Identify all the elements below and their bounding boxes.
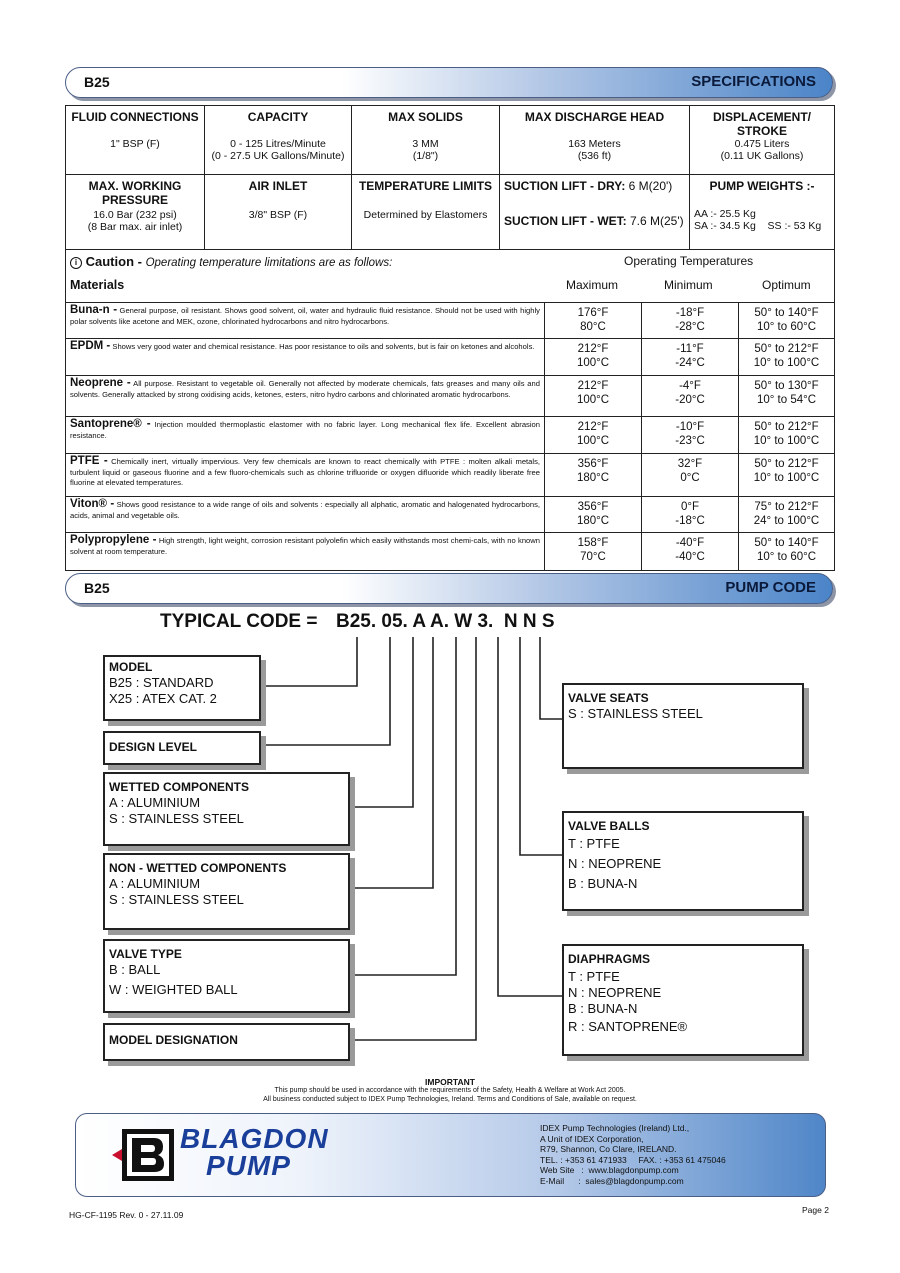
temp-value: -18°C <box>675 515 705 527</box>
temp-value: 75° to 212°F <box>754 501 819 513</box>
temp-value: 24° to 100°C <box>753 515 820 527</box>
temp-value: -23°C <box>675 435 705 447</box>
material-desc: High strength, light weight, corrosion resistant polyolefin which easily withstands most chemi-cals, with no known solvent at room temperature. <box>70 536 540 556</box>
temp-value: 0°C <box>680 472 700 484</box>
temp-value: 50° to 140°F <box>754 307 819 319</box>
temp-value: 212°F <box>577 343 609 355</box>
temp-value: 32°F <box>677 458 703 470</box>
blagdon-logo <box>108 1127 178 1183</box>
material-name: Buna-n - <box>70 304 118 316</box>
temp-value: -4°F <box>679 380 701 392</box>
temp-value: -40°F <box>675 537 705 549</box>
material-name: Santoprene® - <box>70 418 151 430</box>
temp-value: 100°C <box>576 357 610 369</box>
model-label: B25 <box>84 74 110 90</box>
temp-value: 10° to 60°C <box>756 551 817 563</box>
material-desc: General purpose, oil resistant. Shows good solvent, oil, water and hydraulic fluid resistance. Should not be used with highly polar solvents like acetone and MEK, ozone, chlorinated hydrocarbons and nitro hydrocarbons. <box>70 306 540 326</box>
material-name: EPDM - <box>70 340 111 352</box>
temp-value: 176°F <box>577 307 609 319</box>
logo-word-pump: PUMP <box>206 1150 291 1181</box>
temp-value: 158°F <box>577 537 609 549</box>
typical-code-label: TYPICAL CODE = <box>160 611 318 632</box>
important-title: IMPORTANT <box>425 1077 475 1087</box>
material-desc: Injection moulded thermoplastic elastomer with no fabric layer. Long mechanical flex life. Excellent abrasion resistance. <box>70 420 540 440</box>
temp-value: -20°C <box>675 394 705 406</box>
non-wetted-components-box: NON - WETTED COMPONENTS A : ALUMINIUM S : STAINLESS STEEL <box>103 853 350 930</box>
design-level-box: DESIGN LEVEL <box>103 731 261 765</box>
temp-value: 50° to 212°F <box>754 343 819 355</box>
caution-row: i Caution - Operating temperature limitations are as follows: Operating Temperatures Materials Maximum Minimum Optimum <box>66 250 835 303</box>
temp-value: 10° to 60°C <box>756 321 817 333</box>
temp-value: 10° to 100°C <box>753 357 820 369</box>
spec-pump-weights: PUMP WEIGHTS :- AA :- 25.5 Kg SA :- 34.5 Kg SS :- 53 Kg <box>690 175 835 250</box>
spec-max-discharge-head: MAX DISCHARGE HEAD 163 Meters (536 ft) <box>500 106 690 175</box>
temp-value: 10° to 54°C <box>756 394 817 406</box>
page-number: Page 2 <box>802 1205 829 1215</box>
important-line-1: This pump should be used in accordance with the requirements of the Safety, Health & Welfare at Work Act 2005. <box>274 1087 626 1094</box>
temp-value: 100°C <box>576 435 610 447</box>
temp-value: 100°C <box>576 394 610 406</box>
temp-value: -18°F <box>675 307 705 319</box>
spec-capacity: CAPACITY 0 - 125 Litres/Minute (0 - 27.5 UK Gallons/Minute) <box>205 106 352 175</box>
section-title: PUMP CODE <box>725 579 816 596</box>
spec-suction-lift: SUCTION LIFT - DRY: 6 M(20') SUCTION LIFT - WET: 7.6 M(25') <box>500 175 690 250</box>
logo-word-blagdon: BLAGDON <box>180 1123 329 1154</box>
valve-balls-box: VALVE BALLS T : PTFE N : NEOPRENE B : BUNA-N <box>562 811 804 911</box>
temp-value: 10° to 100°C <box>753 435 820 447</box>
temp-value: 50° to 130°F <box>754 380 819 392</box>
spec-temperature-limits: TEMPERATURE LIMITS Determined by Elastomers <box>352 175 500 250</box>
model-designation-box: MODEL DESIGNATION <box>103 1023 350 1061</box>
temp-value: 212°F <box>577 380 609 392</box>
material-desc: Shows very good water and chemical resistance. Has poor resistance to oils and solvents, but is fair on ketones and alcohols. <box>112 342 535 351</box>
temp-value: 180°C <box>576 472 610 484</box>
temp-value: 180°C <box>576 515 610 527</box>
material-name: Neoprene - <box>70 377 131 389</box>
temp-value: 212°F <box>577 421 609 433</box>
temp-value: -28°C <box>675 321 705 333</box>
model-label: B25 <box>84 580 110 596</box>
material-name: Polypropylene - <box>70 534 157 546</box>
material-desc: All purpose. Resistant to vegetable oil. Generally not affected by moderate chemicals, fats greases and many oils and solvents. Generally attacked by strong oxidising acids, ketones, esters, nitro hydro carbons and chlorinated aromatic hydrocarbons. <box>70 379 540 399</box>
spec-max-solids: MAX SOLIDS 3 MM (1/8") <box>352 106 500 175</box>
blagdon-logo-icon <box>108 1127 178 1183</box>
material-desc: Chemically inert, virtually impervious. Very few chemicals are known to react chemically with PTFE : molten alkali metals, turbulent liquid or gaseous fluorine and a few fluoro-chemicals such as chlorine trifluoride or oxygen difluoride which readily liberate free fluorine at elevated temperatures. <box>70 457 540 487</box>
valve-type-box: VALVE TYPE B : BALL W : WEIGHTED BALL <box>103 939 350 1013</box>
temp-value: 50° to 212°F <box>754 458 819 470</box>
temp-value: 356°F <box>577 501 609 513</box>
spec-displacement-stroke: DISPLACEMENT/ STROKE 0.475 Liters (0.11 UK Gallons) <box>690 106 835 175</box>
typical-code-value: B25. 05. A A. W 3. N N S <box>336 611 555 632</box>
temp-value: -11°F <box>676 343 704 355</box>
company-address: IDEX Pump Technologies (Ireland) Ltd., A Unit of IDEX Corporation, R79, Shannon, Co Clare, IRELAND. TEL. : +353 61 471933 FAX. : +353 61 475046 Web Site : www.blagdonpump.com E-Mail : sales@blagdonpump.com <box>540 1123 726 1186</box>
material-name: PTFE - <box>70 455 108 467</box>
temp-value: -10°F <box>675 421 705 433</box>
model-box: MODEL B25 : STANDARD X25 : ATEX CAT. 2 <box>103 655 261 721</box>
temp-value: 10° to 100°C <box>753 472 820 484</box>
spec-fluid-connections: FLUID CONNECTIONS 1" BSP (F) <box>66 106 205 175</box>
footer-panel <box>75 1113 826 1197</box>
info-icon: i <box>70 257 82 269</box>
spec-max-working-pressure: MAX. WORKING PRESSURE 16.0 Bar (232 psi) (8 Bar max. air inlet) <box>66 175 205 250</box>
temp-value: 356°F <box>577 458 609 470</box>
temp-value: 80°C <box>580 321 606 333</box>
temp-value: 50° to 212°F <box>754 421 819 433</box>
section-title: SPECIFICATIONS <box>691 73 816 90</box>
material-name: Viton® - <box>70 498 115 510</box>
diaphragms-box: DIAPHRAGMS T : PTFE N : NEOPRENE B : BUNA-N R : SANTOPRENE® <box>562 944 804 1056</box>
temp-value: -40°C <box>675 551 705 563</box>
temp-value: 0°F <box>680 501 700 513</box>
valve-seats-box: VALVE SEATS S : STAINLESS STEEL <box>562 683 804 769</box>
document-reference: HG-CF-1195 Rev. 0 - 27.11.09 <box>69 1210 184 1220</box>
temp-value: -24°C <box>675 357 705 369</box>
spec-air-inlet: AIR INLET 3/8" BSP (F) <box>205 175 352 250</box>
material-desc: Shows good resistance to a wide range of oils and solvents : especially all alphatic, aromatic and halogenated hydrocarbons, acids, animal and vegetable oils. <box>70 500 540 520</box>
temp-value: 50° to 140°F <box>754 537 819 549</box>
temp-value: 70°C <box>580 551 606 563</box>
wetted-components-box: WETTED COMPONENTS A : ALUMINIUM S : STAINLESS STEEL <box>103 772 350 846</box>
important-line-2: All business conducted subject to IDEX Pump Technologies, Ireland. Terms and Conditions of Sale, available on request. <box>263 1096 637 1103</box>
